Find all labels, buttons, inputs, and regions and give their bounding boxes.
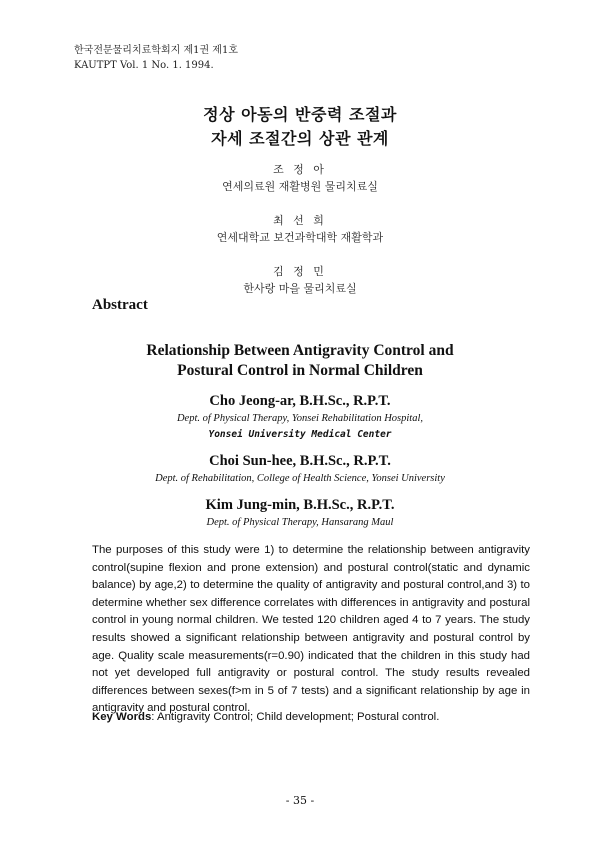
korean-author — [0, 212, 600, 263]
english-title — [0, 341, 600, 381]
english-author-affiliation: Dept. of Rehabilitation, College of Health Science, Yonsei University — [155, 473, 445, 484]
english-author-affiliation: Dept. of Physical Therapy, Hansarang Maul — [206, 517, 394, 528]
key-words-list: : Antigravity Control; Child development; Postural control. — [151, 711, 440, 723]
korean-author-affiliation: 한사랑 마을 물리치료실 — [243, 282, 357, 295]
korean-title-line-1: 정상 아동의 반중력 조절과 — [203, 105, 397, 124]
english-author-affiliation: Dept. of Physical Therapy, Yonsei Rehabilitation Hospital, — [176, 413, 424, 424]
korean-author-name: 조 정 아 — [273, 163, 327, 176]
key-words-label: Key Words — [92, 711, 152, 723]
korean-title-line-2: 자세 조절간의 상관 관계 — [211, 129, 389, 148]
english-author — [0, 451, 600, 487]
korean-author-list — [0, 161, 600, 314]
korean-author — [0, 263, 600, 314]
abstract-heading: Abstract — [92, 297, 148, 313]
english-author-affiliation-line-2: Yonsei University Medical Center — [208, 429, 392, 440]
journal-volume: KAUTPT Vol. 1 No. 1. 1994. — [74, 60, 214, 71]
english-author — [0, 495, 600, 531]
english-author-name: Choi Sun-hee, B.H.Sc., R.P.T. — [209, 453, 391, 469]
english-author-list — [0, 391, 600, 539]
journal-header — [74, 43, 238, 73]
key-words — [92, 709, 532, 725]
korean-author-name: 최 선 희 — [273, 214, 327, 227]
english-author-name: Kim Jung-min, B.H.Sc., R.P.T. — [205, 497, 395, 513]
english-author — [0, 391, 600, 443]
english-author-name: Cho Jeong-ar, B.H.Sc., R.P.T. — [209, 393, 391, 409]
korean-author-name: 김 정 민 — [273, 265, 327, 278]
page-number: - 35 - — [285, 794, 315, 807]
english-title-line-2: Postural Control in Normal Children — [177, 362, 423, 379]
korean-title — [0, 103, 600, 151]
korean-author-affiliation: 연세의료원 재활병원 물리치료실 — [222, 180, 378, 193]
abstract-body: The purposes of this study were 1) to determine the relationship between antigravity control(supine flexion and prone extension) and postural control(static and dynamic balance) by age,2) to determine the quality of antigravity and postural control,and 3) to determine whether sex difference correlates with differences in antigravity and postural control in young normal children. We tested 120 children aged 4 to 7 years. The study results showed a significant relationship between antigravity and postural control by age. Quality scale measurements(r=0.90) indicated that the children in this study had not yet developed full antigravity or postural control. The study results revealed differences between sexes(f>m in 5 of 7 tests) and a significant relationship by age in antigravity and postural control. — [92, 544, 530, 715]
korean-author-affiliation: 연세대학교 보건과학대학 재활학과 — [216, 231, 384, 244]
english-title-line-1: Relationship Between Antigravity Control and — [146, 342, 454, 359]
korean-author — [0, 161, 600, 212]
journal-korean-name: 한국전문물리치료학회지 제1권 제1호 — [74, 45, 238, 56]
